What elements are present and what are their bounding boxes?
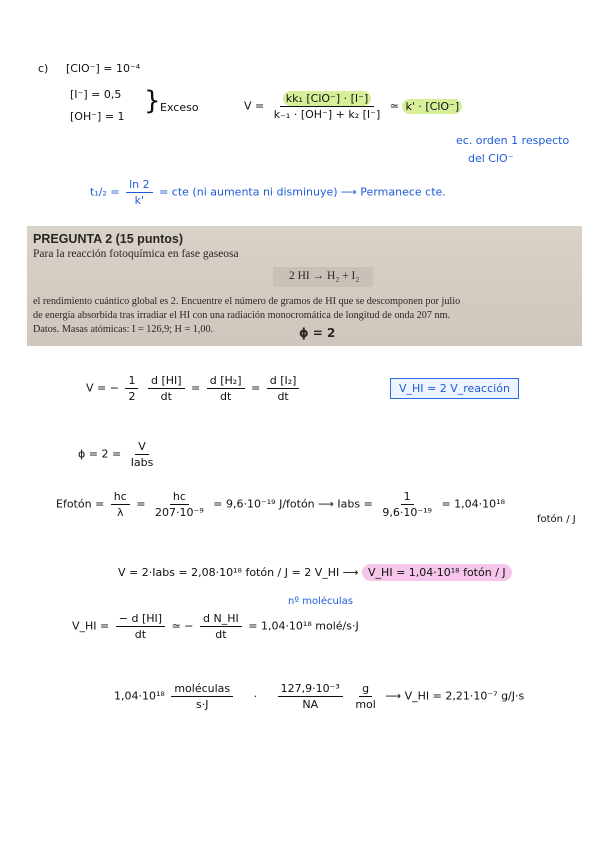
approx-symbol: ≃	[389, 99, 399, 113]
phi-lhs: ϕ = 2 =	[78, 447, 122, 461]
dt-3: dt	[277, 390, 289, 403]
phi-numerator: V	[135, 440, 149, 455]
boxed-rate-relation: V_HI = 2 V_reacción	[390, 378, 519, 399]
rate-numerator: kk₁ [ClO⁻] · [I⁻]	[283, 91, 372, 106]
final-b-denominator: NA	[302, 698, 319, 711]
d-n-hi-fraction	[200, 612, 242, 641]
photon-energy-equation	[56, 490, 505, 519]
arrow-1: ⟶	[318, 497, 334, 511]
final-a-value: 1,04·10¹⁸	[114, 689, 165, 703]
iabs-value: = 1,04·10¹⁸	[441, 497, 505, 511]
problem-text-line2: de energía absorbida tras irradiar el HI con una radiación monocromática de longitud de onda 207 nm.	[33, 310, 451, 321]
part-c-label: c)	[38, 62, 49, 75]
equals-3: =	[136, 497, 146, 511]
approx-neg: ≃ −	[171, 619, 194, 633]
rate-fraction	[271, 92, 384, 121]
rate-simplified: k' · [ClO⁻]	[402, 99, 462, 114]
coef-denominator: 2	[128, 390, 136, 403]
phi-denominator: Iabs	[130, 456, 154, 469]
coef-numerator: 1	[125, 374, 138, 389]
half-life-fraction	[126, 178, 153, 207]
half-life-lhs: t₁/₂ =	[90, 185, 120, 199]
v-iabs-line	[118, 566, 512, 579]
final-b-fraction	[278, 682, 343, 711]
hc-lambda-fraction	[111, 490, 130, 519]
d-i2: d [I₂]	[267, 374, 300, 389]
problem-title: PREGUNTA 2 (15 puntos)	[33, 232, 184, 246]
final-a-units	[171, 682, 233, 711]
final-c-fraction	[352, 682, 379, 711]
iabs-fraction	[379, 490, 435, 519]
efoton-lhs: Efotón =	[56, 497, 105, 511]
efoton-value: = 9,6·10⁻¹⁹ J/fotón	[213, 497, 315, 511]
rate-def-neg: −	[109, 381, 119, 395]
rate-lhs: V =	[244, 99, 265, 113]
excess-label: Exceso	[160, 101, 199, 114]
lambda-symbol: λ	[117, 506, 124, 519]
half-life-numerator: ln 2	[126, 178, 153, 193]
rate-def-lhs: V =	[86, 381, 107, 395]
d-n-hi: d N_HI	[200, 612, 242, 627]
v-hi-derivative	[72, 612, 359, 641]
v-iabs-text: V = 2·Iabs = 2,08·10¹⁸ fotón / J = 2 V_HI	[118, 566, 340, 579]
d-hi-fraction	[148, 374, 185, 403]
final-b-numerator: 127,9·10⁻³	[278, 682, 343, 697]
hc-1: hc	[111, 490, 130, 505]
rate-def-coefficient	[125, 374, 138, 403]
d-h2-fraction	[207, 374, 245, 403]
rate-denominator: k₋₁ · [OH⁻] + k₂ [I⁻]	[273, 108, 381, 121]
problem-text-line1: el rendimiento cuántico global es 2. Encuentre el número de gramos de HI que se descomponen por julio	[33, 296, 461, 307]
dt-5: dt	[215, 628, 227, 641]
problem-text-line3: Datos. Masas atómicas: I = 126,9; H = 1,00.	[33, 324, 214, 335]
order-note-line1: ec. orden 1 respecto	[456, 134, 570, 147]
half-life-text: = cte (ni aumenta ni disminuye) ⟶ Permanece cte.	[159, 185, 446, 199]
iabs-numerator: 1	[401, 490, 414, 505]
half-life-denominator: k'	[134, 194, 145, 207]
final-a-denominator: s·J	[195, 698, 209, 711]
problem-statement-photo	[27, 226, 582, 346]
quantum-yield-equation	[78, 440, 159, 469]
iabs-lhs: Iabs =	[337, 497, 373, 511]
v-hi-lhs: V_HI =	[72, 619, 110, 633]
equals-2: =	[251, 381, 261, 395]
neg-d-hi-fraction	[116, 612, 165, 641]
half-life-expression	[90, 178, 446, 207]
final-conversion	[114, 682, 524, 711]
d-i2-fraction	[267, 374, 300, 403]
arrow-2: ⟶	[342, 566, 359, 579]
i-concentration: [I⁻] = 0,5	[70, 88, 122, 101]
iabs-unit: fotón / J	[537, 514, 576, 525]
hc-2: hc	[170, 490, 189, 505]
rate-expression	[244, 92, 462, 121]
oh-concentration: [OH⁻] = 1	[70, 110, 125, 123]
dt-2: dt	[219, 390, 232, 403]
multiply-dot: ·	[253, 689, 258, 703]
v-hi-molecules: = 1,04·10¹⁸ molé/s·J	[248, 619, 359, 633]
final-c-denominator: mol	[355, 698, 376, 711]
reaction-equation: 2 HI → H₂ + I₂	[289, 270, 360, 282]
equals-1: =	[191, 381, 201, 395]
order-note-line2: del ClO⁻	[468, 152, 514, 165]
molecule-count-note: nº moléculas	[288, 596, 353, 607]
iabs-denominator: 9,6·10⁻¹⁹	[382, 506, 432, 519]
v-hi-result: V_HI = 1,04·10¹⁸ fotón / J	[362, 564, 512, 581]
rate-definition	[86, 374, 302, 403]
problem-subtitle: Para la reacción fotoquímica en fase gaseosa	[33, 248, 239, 260]
phi-fraction	[128, 440, 157, 469]
final-a-numerator: moléculas	[171, 682, 233, 697]
dt-1: dt	[160, 390, 172, 403]
clo-concentration: [ClO⁻] = 10⁻⁴	[66, 62, 141, 75]
d-h2: d [H₂]	[207, 374, 245, 389]
neg-d-hi: − d [HI]	[116, 612, 165, 627]
lambda-value: 207·10⁻⁹	[155, 506, 204, 519]
brace: }	[144, 86, 161, 116]
d-hi: d [HI]	[148, 374, 185, 389]
hc-value-fraction	[152, 490, 207, 519]
final-c-numerator: g	[359, 682, 372, 697]
quantum-yield: ϕ = 2	[299, 326, 336, 340]
final-result: ⟶ V_HI = 2,21·10⁻⁷ g/J·s	[385, 689, 525, 703]
dt-4: dt	[134, 628, 147, 641]
